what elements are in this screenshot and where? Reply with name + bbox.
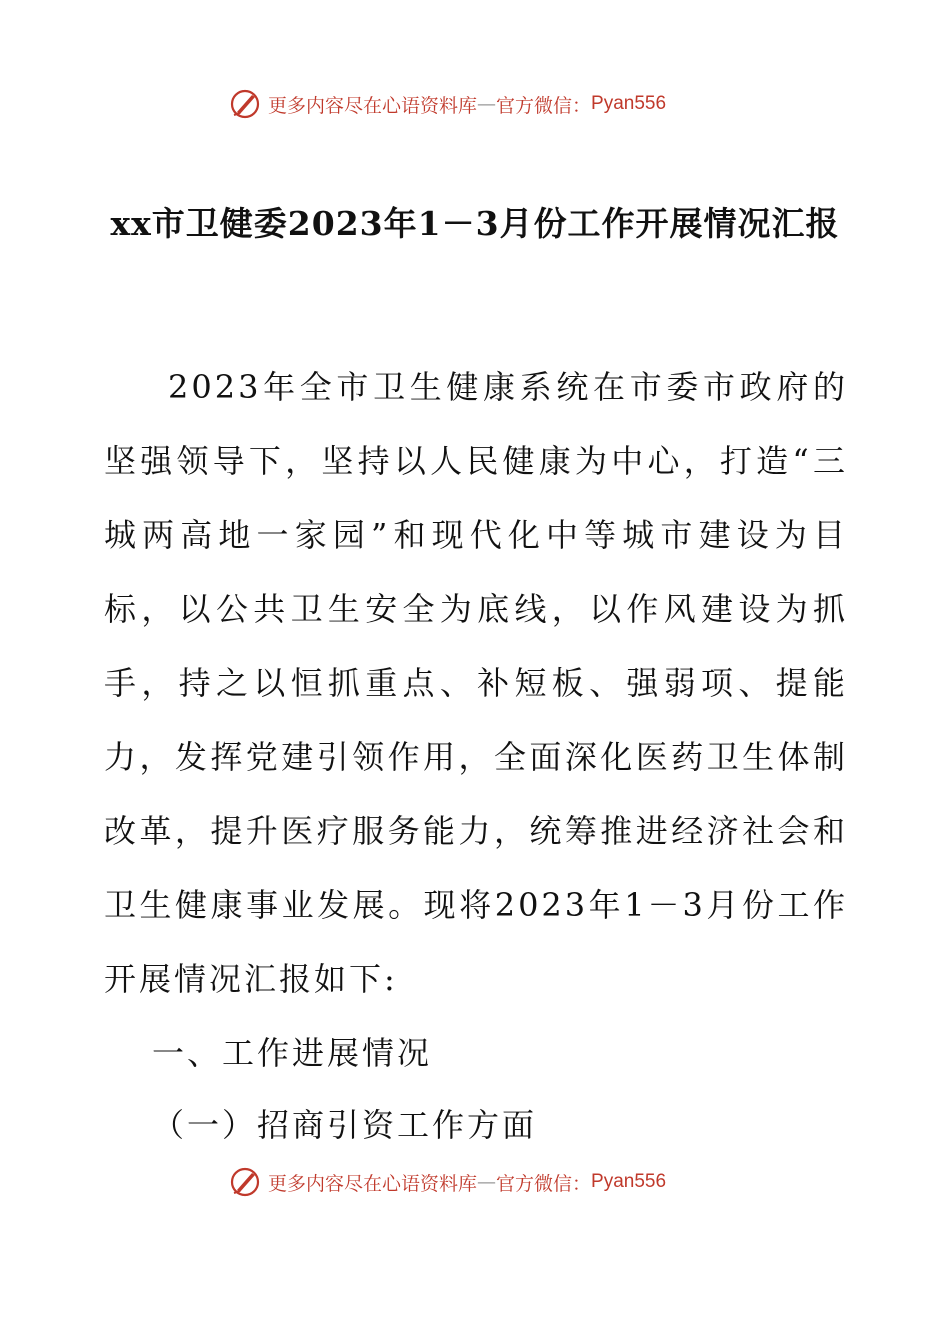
watermark-label: 官方微信：	[496, 94, 592, 117]
document-title: xx市卫健委2023年1－3月份工作开展情况汇报	[110, 204, 840, 243]
section-heading: 一、工作进展情况	[152, 1034, 433, 1072]
feather-pen-circle-icon	[228, 87, 262, 121]
watermark-handle: Pyan556	[591, 93, 667, 114]
watermark-separator: —	[477, 93, 497, 115]
feather-pen-circle-icon	[228, 1165, 262, 1199]
subsection-heading: （一）招商引资工作方面	[152, 1106, 538, 1144]
watermark-footer	[228, 1162, 666, 1202]
watermark-label: 官方微信：	[496, 1172, 592, 1195]
watermark-handle: Pyan556	[591, 1171, 667, 1192]
watermark-main-text: 更多内容尽在心语资料库	[268, 1172, 478, 1195]
watermark-separator: —	[477, 1171, 497, 1193]
intro-paragraph: 2023年全市卫生健康系统在市委市政府的坚强领导下，坚持以人民健康为中心，打造“三城两高地一家园”和现代化中等城市建设为目标，以公共卫生安全为底线，以作风建设为抓手，持之以恒抓重点、补短板、强弱项、提能力，发挥党建引领作用，全面深化医药卫生体制改革，提升医疗服务能力，统筹推进经济社会和卫生健康事业发展。现将2023年1－3月份工作开展情况汇报如下:	[104, 368, 848, 998]
watermark-main-text: 更多内容尽在心语资料库	[268, 94, 478, 117]
watermark-header	[228, 84, 666, 124]
